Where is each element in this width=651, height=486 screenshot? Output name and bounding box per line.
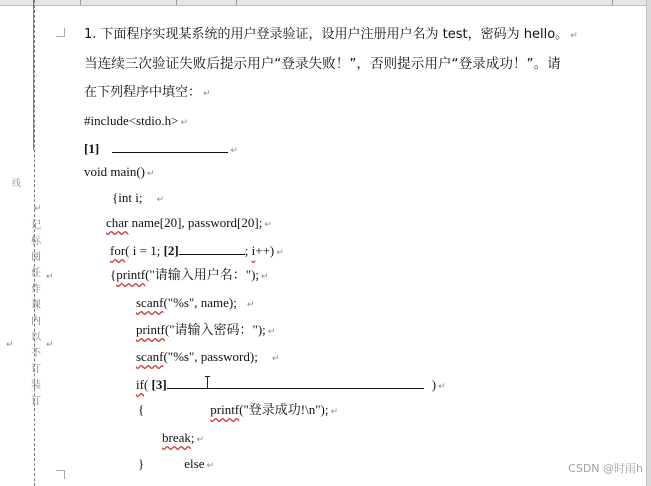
code-int-decl[interactable]: {int i; ↵ [112, 190, 164, 205]
binding-margin-text [30, 218, 42, 410]
code-text: ("%s", name); [163, 295, 237, 310]
include-directive: #include<stdio.h> [84, 113, 179, 128]
code-text: ( i = 1; [125, 243, 164, 258]
fill-blank-1[interactable]: [1] ↵ [84, 141, 238, 156]
answer-blank[interactable] [179, 241, 245, 255]
question-line-3[interactable]: 在下列程序中填空： ↵ [84, 85, 211, 100]
binding-char: 不 [31, 348, 41, 359]
code-for-loop[interactable]: for( i = 1; [2] ; i++) ↵ [110, 243, 284, 258]
watermark: CSDN @时雨h [568, 462, 643, 475]
code-keyword: scanf [136, 295, 164, 310]
code-success-block[interactable]: { printf("登录成功!\n"); ↵ [138, 402, 339, 417]
paragraph-mark: ↵ [34, 204, 42, 214]
question-text: 1. 下面程序实现某系统的用户登录验证，设用户注册用户名为 test，密码为 hello。 [84, 27, 569, 42]
code-scanf-name[interactable]: scanf("%s", name); ↵ [136, 295, 255, 310]
binding-char: 内 [31, 316, 41, 327]
code-printf-password[interactable]: printf("请输入密码："); ↵ [136, 322, 276, 337]
code-text: else [184, 456, 205, 471]
question-text: 在下列程序中填空： [84, 85, 202, 100]
paragraph-mark: ↵ [6, 340, 14, 350]
binding-char: 订 [31, 364, 41, 375]
page-corner-mark [56, 28, 65, 37]
binding-char: 课 [31, 300, 41, 311]
code-text: {int i; [112, 190, 143, 205]
code-keyword: char [106, 215, 129, 230]
code-include[interactable]: #include<stdio.h> ↵ [84, 113, 189, 128]
ruler-bar [0, 0, 651, 6]
question-text: 当连续三次验证失败后提示用户“登录失败！”，否则提示用户“登录成功！”。请 [84, 56, 561, 72]
code-text: ) [431, 377, 437, 392]
code-keyword: for [110, 243, 126, 258]
binding-char: 记 [31, 220, 41, 231]
text-cursor-icon [207, 376, 208, 389]
paragraph-mark: ↵ [46, 340, 54, 350]
code-text: name[20], password[20]; [128, 215, 263, 230]
code-scanf-password[interactable]: scanf("%s", password); ↵ [136, 349, 280, 364]
binding-char: 任 [31, 268, 41, 279]
binding-char: 订 [31, 396, 41, 407]
question-line-1[interactable]: 1. 下面程序实现某系统的用户登录验证，设用户注册用户名为 test，密码为 hello。 ↵ [84, 27, 578, 42]
question-line-2[interactable] [84, 56, 561, 72]
code-keyword: if [136, 377, 144, 392]
code-text: { [138, 402, 145, 417]
binding-char: 装 [31, 380, 41, 391]
crease-label: 线 [12, 179, 22, 189]
code-text: ( [143, 377, 152, 392]
blank-label: [1] [84, 141, 100, 156]
page-corner-mark [56, 470, 65, 479]
binding-char: 标 [31, 236, 41, 247]
blank-label: [3] [151, 377, 167, 392]
code-main[interactable]: void main() ↵ [84, 164, 155, 179]
code-keyword: scanf [136, 349, 164, 364]
binding-char: 作 [31, 284, 41, 295]
code-char-decl[interactable]: char name[20], password[20]; ↵ [106, 215, 272, 230]
code-if-condition[interactable]: if( [3] ) ↵ [136, 377, 446, 392]
code-keyword: break [162, 430, 191, 445]
code-text: ("%s", password); [163, 349, 258, 364]
code-text: ("请输入用户名："); [145, 267, 260, 282]
scrollbar[interactable] [646, 0, 651, 486]
code-text: } [138, 456, 145, 471]
paragraph-mark: ↵ [46, 272, 54, 282]
code-text: ("请输入密码："); [164, 322, 266, 337]
code-text: ; [190, 430, 195, 445]
binding-char: 阅 [31, 252, 41, 263]
answer-blank[interactable] [112, 139, 228, 153]
code-text: { [110, 267, 117, 282]
code-text: void main() [84, 164, 146, 179]
code-printf-username[interactable]: {printf("请输入用户名："); ↵ [110, 267, 269, 282]
blank-label: [2] [163, 243, 179, 258]
code-else[interactable]: } else ↵ [138, 456, 215, 471]
code-break[interactable]: break; ↵ [162, 430, 205, 445]
code-keyword: printf [210, 402, 240, 417]
answer-blank[interactable] [167, 375, 424, 389]
code-keyword: printf [116, 267, 146, 282]
binding-char: 以 [31, 332, 41, 343]
code-text: i [251, 243, 256, 258]
code-keyword: printf [136, 322, 165, 337]
code-text: ++) [255, 243, 275, 258]
code-text: ("登录成功!\n"); [239, 402, 329, 417]
